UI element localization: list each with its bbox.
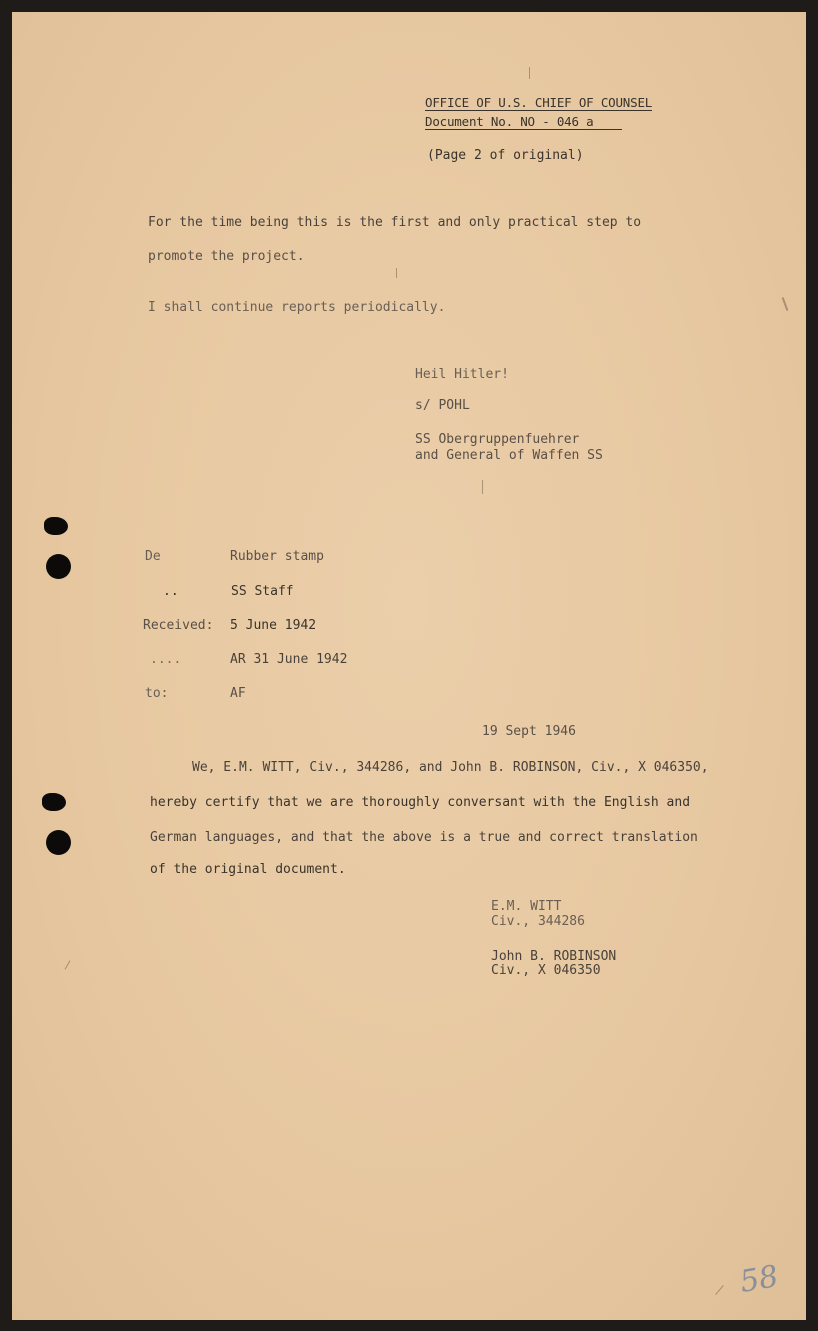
- stamp-value: AR 31 June 1942: [230, 652, 348, 667]
- stamp-value: AF: [230, 686, 246, 701]
- certification-line-1: We, E.M. WITT, Civ., 344286, and John B. ROBINSON, Civ., X 046350,: [192, 760, 709, 775]
- body-line-3: I shall continue reports periodically.: [148, 300, 446, 315]
- signer-2-name: John B. ROBINSON: [491, 949, 617, 964]
- document-number: Document No. NO - 046 a: [425, 116, 622, 130]
- stamp-label: ..: [163, 584, 179, 599]
- stamp-label: De: [145, 549, 161, 564]
- signer-1-id: Civ., 344286: [491, 914, 585, 929]
- document-page: [12, 12, 806, 1320]
- punch-hole: [46, 830, 71, 855]
- stamp-label: ....: [150, 652, 182, 667]
- stamp-label: to:: [145, 686, 169, 701]
- handwritten-page-number: 58: [737, 1258, 781, 1301]
- page-note: (Page 2 of original): [427, 148, 584, 163]
- signer-title-line-2: and General of Waffen SS: [415, 448, 603, 463]
- certification-line-2: hereby certify that we are thoroughly conversant with the English and: [150, 795, 691, 810]
- body-line-1: For the time being this is the first and only practical step to: [148, 215, 642, 230]
- paper-fibre: [482, 480, 483, 494]
- stamp-value: 5 June 1942: [230, 618, 317, 633]
- signer-2-id: Civ., X 046350: [491, 963, 601, 978]
- signer-title-line-1: SS Obergruppenfuehrer: [415, 432, 580, 447]
- body-line-2: promote the project.: [148, 249, 305, 264]
- paper-fibre: [396, 268, 397, 278]
- certification-date: 19 Sept 1946: [482, 724, 576, 739]
- paper-fibre: [65, 960, 71, 969]
- signature: s/ POHL: [415, 398, 470, 413]
- salutation: Heil Hitler!: [415, 367, 509, 382]
- punch-hole: [42, 793, 66, 811]
- certification-line-4: of the original document.: [150, 862, 346, 877]
- stamp-value: SS Staff: [231, 584, 294, 599]
- paper-fibre: [529, 67, 530, 79]
- punch-hole: [46, 554, 71, 579]
- certification-line-3: German languages, and that the above is a true and correct translation: [150, 830, 698, 845]
- punch-hole: [44, 517, 68, 535]
- paper-fibre: [715, 1285, 723, 1295]
- signer-1-name: E.M. WITT: [491, 899, 562, 914]
- office-heading: OFFICE OF U.S. CHIEF OF COUNSEL: [425, 95, 653, 110]
- stamp-label: Received:: [143, 618, 214, 633]
- stamp-value: Rubber stamp: [230, 549, 324, 564]
- paper-fibre: [782, 297, 789, 311]
